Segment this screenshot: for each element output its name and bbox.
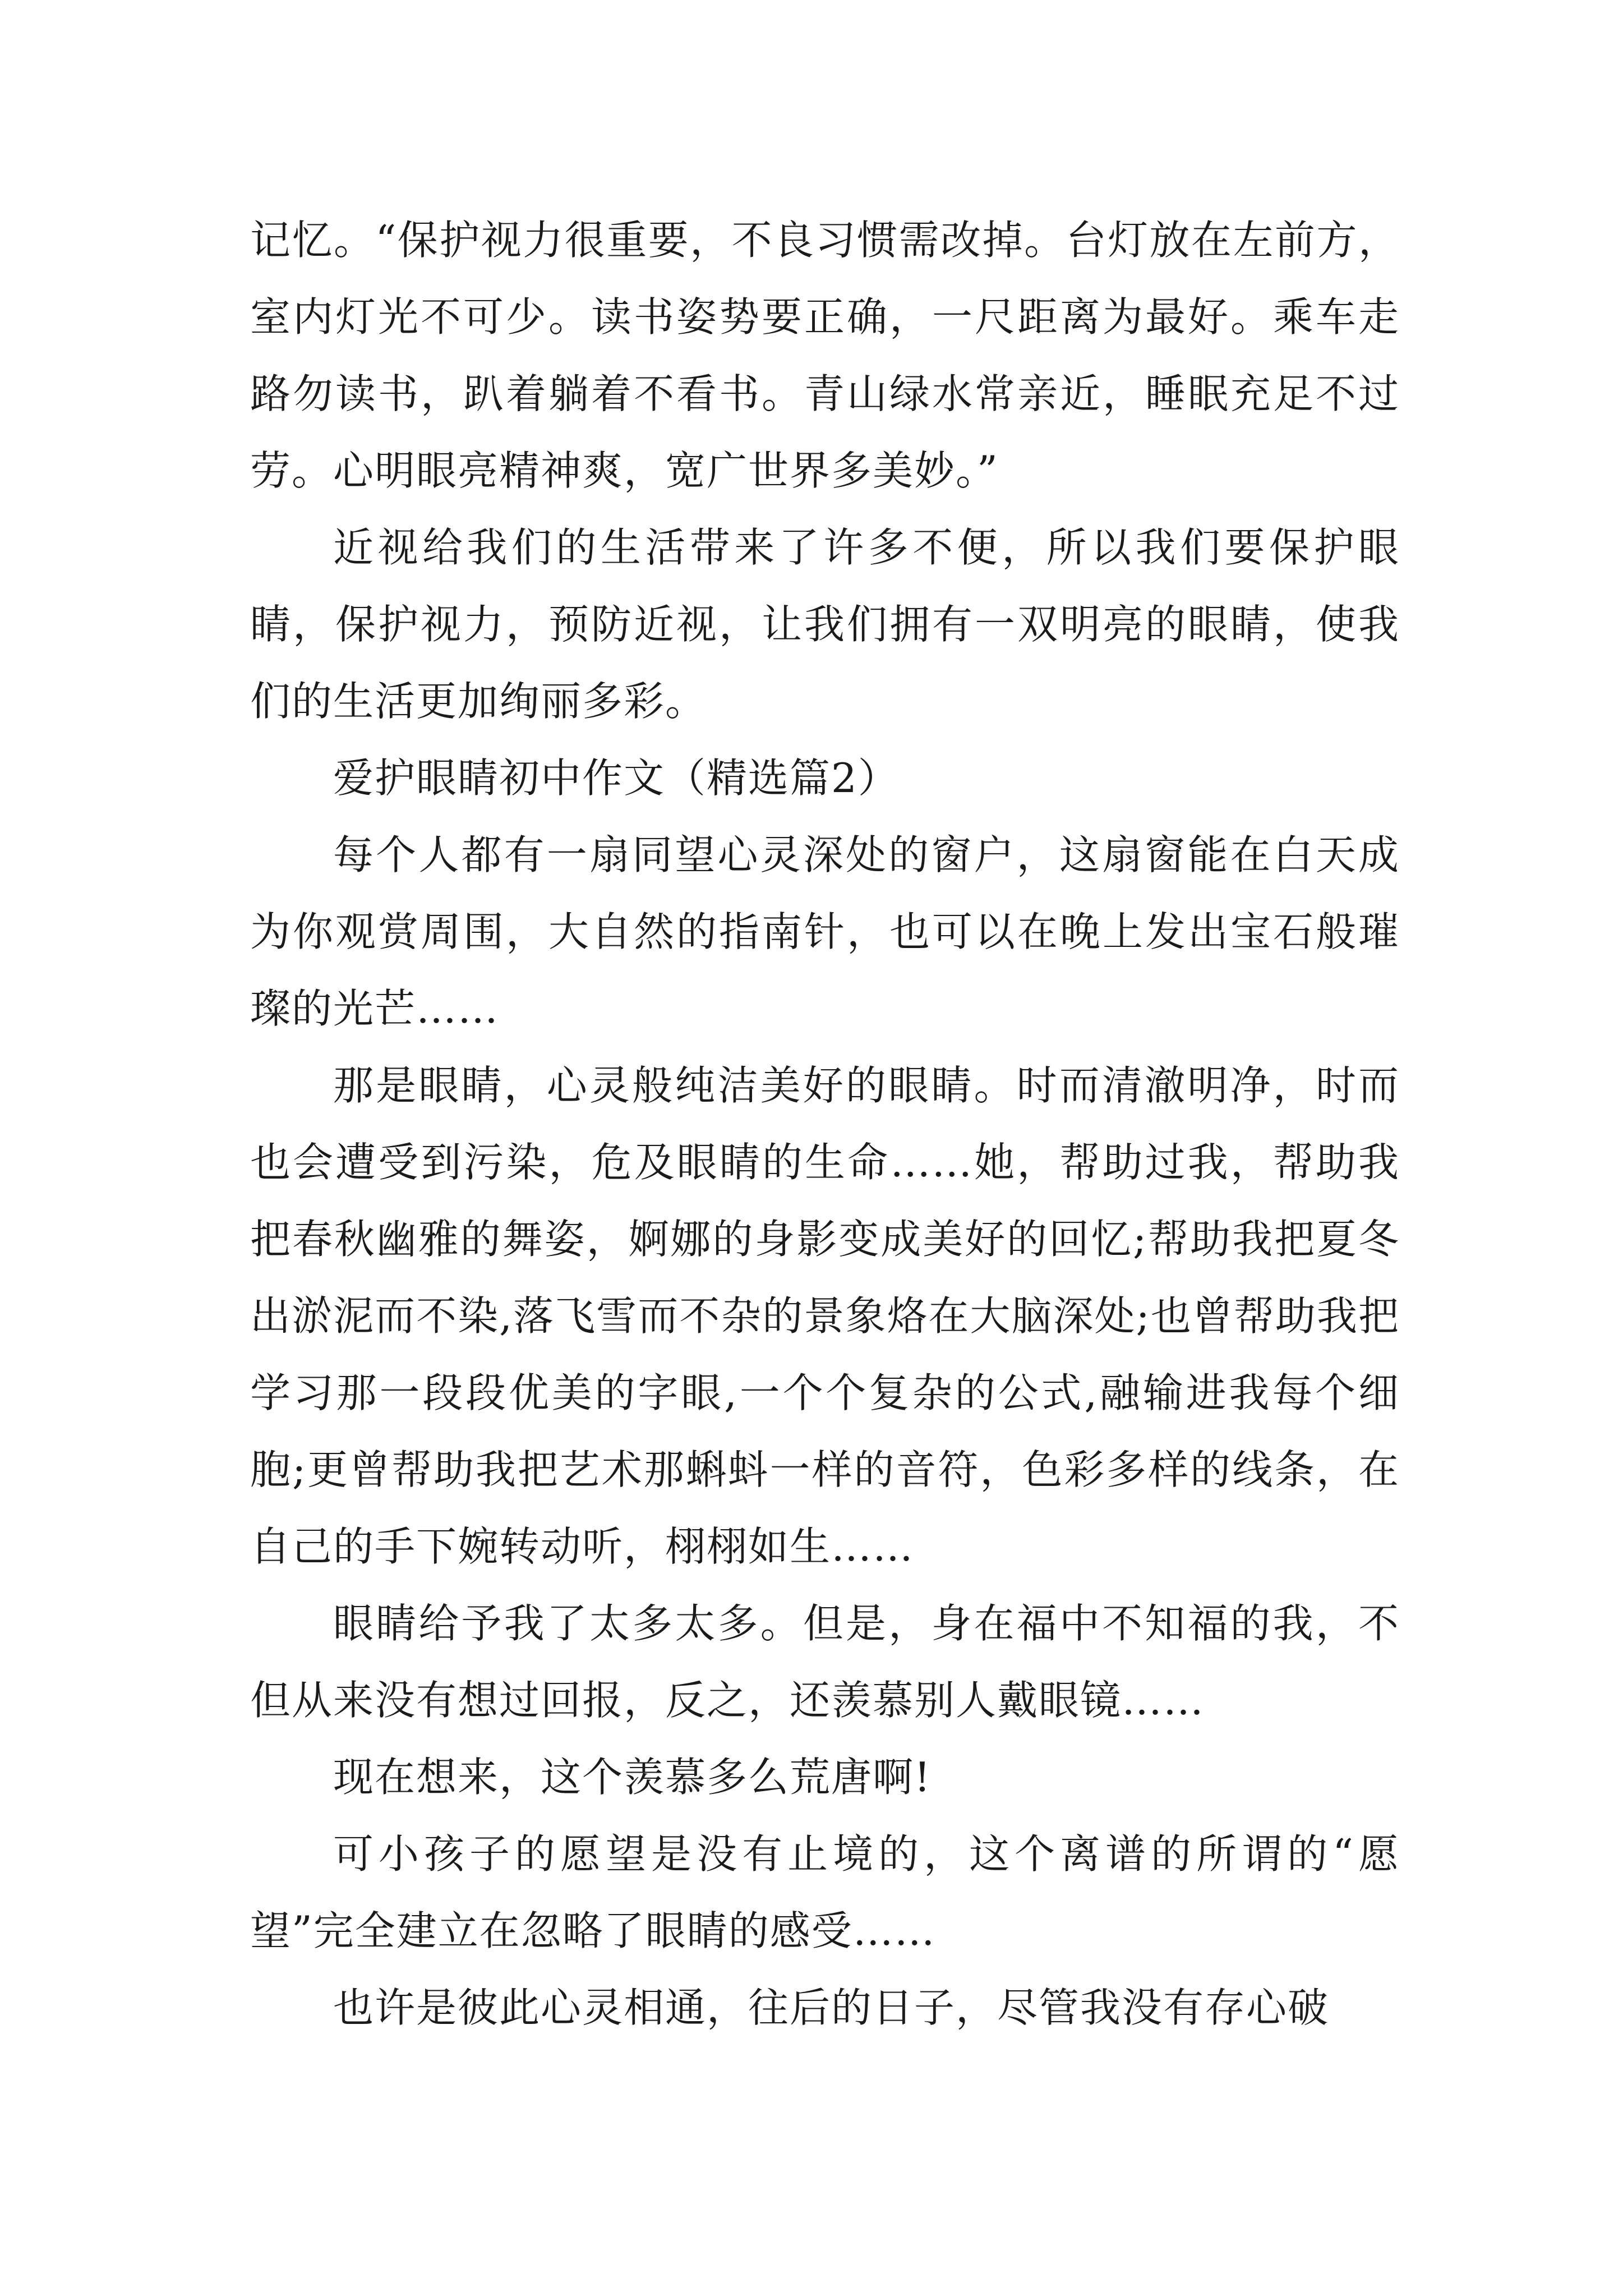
paragraph: 近视给我们的生活带来了许多不便，所以我们要保护眼睛，保护视力，预防近视，让我们拥有一双明亮的眼睛，使我们的生活更加绚丽多彩。 — [250, 524, 1400, 725]
paragraph: 可小孩子的愿望是没有止境的，这个离谱的所谓的“愿望”完全建立在忽略了眼睛的感受…… — [250, 1830, 1400, 1954]
section-heading: 爱护眼睛初中作文（精选篇2） — [333, 754, 900, 802]
paragraph: 眼睛给予我了太多太多。但是，身在福中不知福的我，不但从来没有想过回报，反之，还羡慕别人戴眼镜…… — [250, 1600, 1400, 1724]
paragraph: 现在想来，这个羡慕多么荒唐啊! — [333, 1754, 932, 1801]
paragraph: 记忆。“保护视力很重要，不良习惯需改掉。台灯放在左前方，室内灯光不可少。读书姿势要正确，一尺距离为最好。乘车走路勿读书，趴着躺着不看书。青山绿水常亲近，睡眠充足不过劳。心明眼亮精神爽，宽广世界多美妙。” — [250, 217, 1400, 494]
paragraph: 那是眼睛，心灵般纯洁美好的眼睛。时而清澈明净，时而也会遭受到污染，危及眼睛的生命……她，帮助过我，帮助我把春秋幽雅的舞姿，婀娜的身影变成美好的回忆;帮助我把夏冬出淤泥而不染,落飞雪而不杂的景象烙在大脑深处;也曾帮助我把学习那一段段优美的字眼,一个个复杂的公式,融输进我每个细胞;更曾帮助我把艺术那蝌蚪一样的音符，色彩多样的线条，在自己的手下婉转动听，栩栩如生…… — [250, 1062, 1400, 1570]
paragraph: 每个人都有一扇同望心灵深处的窗户，这扇窗能在白天成为你观赏周围，大自然的指南针，也可以在晚上发出宝石般璀璨的光芒…… — [250, 831, 1400, 1032]
paragraph: 也许是彼此心灵相通，往后的日子，尽管我没有存心破 — [333, 1984, 1330, 2031]
document-body — [250, 202, 1400, 2046]
